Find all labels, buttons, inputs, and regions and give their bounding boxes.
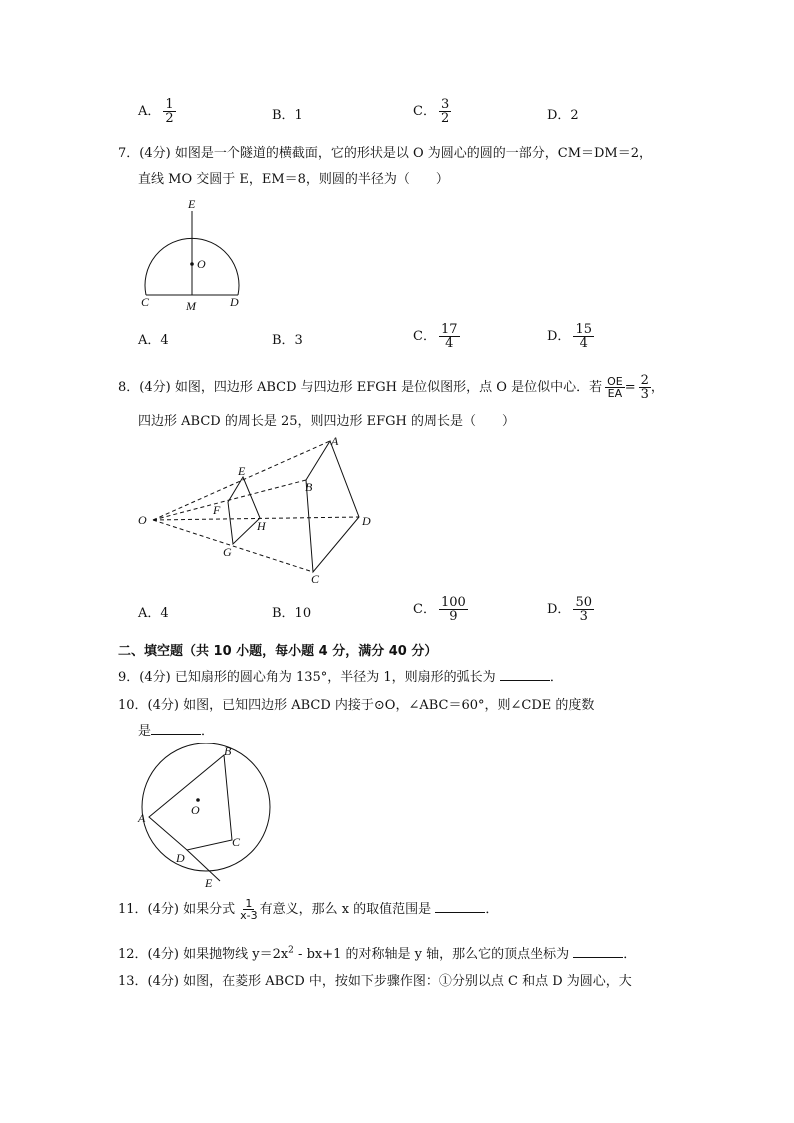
q10-answer-blank — [151, 722, 201, 735]
q7-line1: 7．(4分) 如图是一个隧道的横截面，它的形状是以 O 为圆心的圆的一部分，CM＝DM＝2， — [118, 146, 653, 161]
section-2-heading: 二、填空题（共 10 小题，每小题 4 分，满分 40 分） — [118, 644, 438, 659]
label-b: B — [305, 480, 313, 494]
q9-line: 9．(4分) 已知扇形的圆心角为 135°，半径为 1，则扇形的弧长为 ． — [118, 670, 563, 685]
q10-inscribed-quad-figure — [135, 743, 285, 893]
q8-line1: 8．(4分) 如图，四边形 ABCD 与四边形 EFGH 是位似图形，点 O 是位似中心．若 $\frac{OE}{EA}$ = $\frac{2}{3}$ ， — [118, 373, 664, 402]
dashed-rays — [153, 441, 359, 572]
q8-option-d: D． $\frac{50}{3}$ — [547, 595, 592, 624]
label-d: D — [362, 514, 371, 528]
center-o-dot — [190, 262, 194, 266]
q6-option-c: C． $\frac{3}{2}$ — [413, 97, 450, 126]
label-f: F — [213, 503, 221, 517]
q7-option-a: A．4 — [138, 333, 169, 348]
extension-de — [187, 850, 220, 881]
label-c: C — [311, 572, 320, 586]
q10-line2: 是 ． — [138, 724, 215, 739]
center-o-dot — [196, 798, 200, 802]
q7-tunnel-figure — [135, 196, 255, 314]
q6-option-a: A． $\frac{1}{2}$ — [138, 97, 174, 126]
label-c: C — [141, 295, 150, 309]
label-o: O — [191, 803, 200, 817]
q8-homothety-figure — [133, 432, 383, 590]
label-d: D — [176, 851, 185, 865]
q8-line2: 四边形 ABCD 的周长是 25，则四边形 EFGH 的周长是（ ） — [138, 414, 515, 429]
q11-answer-blank — [435, 900, 485, 913]
q9-answer-blank — [500, 668, 550, 681]
label-g: G — [223, 545, 232, 559]
label-h: H — [257, 519, 266, 533]
q7-option-b: B．3 — [272, 333, 303, 348]
label-e: E — [188, 197, 196, 211]
label-e: E — [205, 876, 213, 890]
q7-line2: 直线 MO 交圆于 E，EM＝8，则圆的半径为（ ） — [138, 172, 449, 187]
q13-line: 13．(4分) 如图，在菱形 ABCD 中，按如下步骤作图：①分别以点 C 和点 D 为圆心，大 — [118, 974, 632, 989]
q8-option-b: B．10 — [272, 606, 312, 621]
label-o: O — [197, 257, 206, 271]
q6-option-b: B．1 — [272, 108, 303, 123]
q8-option-a: A．4 — [138, 606, 169, 621]
label-a: A — [138, 811, 146, 825]
label-m: M — [186, 299, 196, 313]
label-b: B — [224, 744, 232, 758]
q12-line: 12．(4分) 如果抛物线 $y=2x^2 - bx+1$ 的对称轴是 y 轴，那么它的顶点坐标为 ． — [118, 945, 637, 962]
quad-efgh — [228, 477, 260, 544]
q12-answer-blank — [573, 945, 623, 958]
q11-line: 11．(4分) 如果分式 $\frac{1}{x-3}$ 有意义，那么 x 的取值范围是 ． — [118, 897, 499, 922]
label-o: O — [138, 513, 147, 527]
quad-abcd — [306, 441, 359, 572]
label-a: A — [331, 434, 339, 448]
label-d: D — [230, 295, 239, 309]
label-e: E — [238, 464, 246, 478]
q6-option-d: D．2 — [547, 108, 579, 123]
label-c: C — [232, 835, 241, 849]
q10-line1: 10．(4分) 如图，已知四边形 ABCD 内接于⊙O，∠ABC＝60°，则∠CDE 的度数 — [118, 698, 595, 713]
q7-option-c: C． $\frac{17}{4}$ — [413, 322, 458, 351]
q7-option-d: D． $\frac{15}{4}$ — [547, 322, 592, 351]
q8-option-c: C． $\frac{100}{9}$ — [413, 595, 466, 624]
